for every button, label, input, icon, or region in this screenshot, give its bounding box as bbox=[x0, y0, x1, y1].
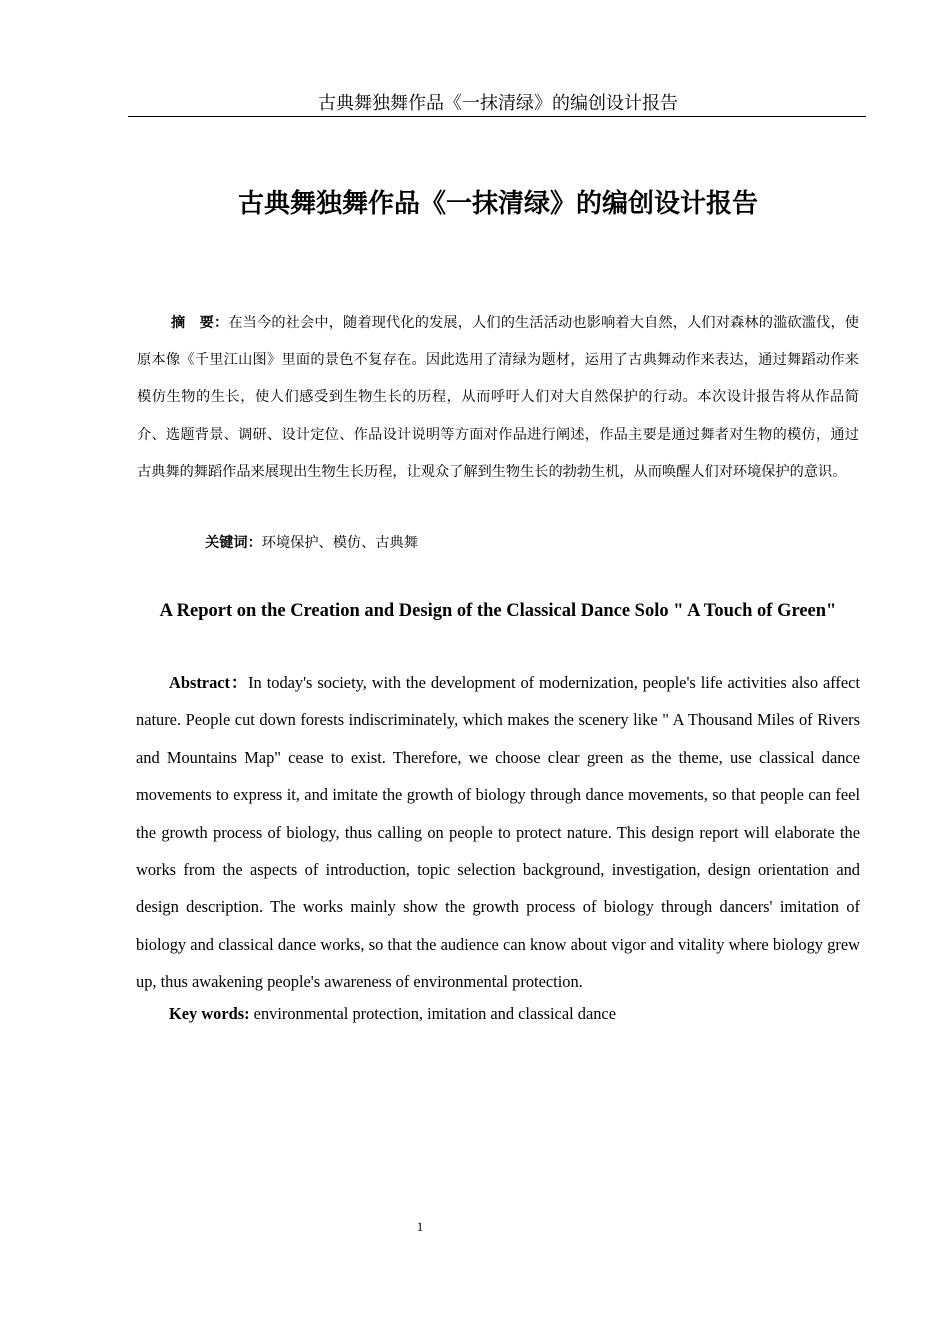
english-keywords bbox=[169, 1001, 859, 1027]
header-divider bbox=[128, 116, 866, 117]
chinese-abstract-text: 在当今的社会中，随着现代化的发展，人们的生活活动也影响着大自然，人们对森林的滥砍滥伐，使原本像《千里江山图》里面的景色不复存在。因此选用了清绿为题材，运用了古典舞动作来表达，通过舞蹈动作来模仿生物的生长，使人们感受到生物生长的历程，从而呼吁人们对大自然保护的行动。本次设计报告将从作品简介、选题背景、调研、设计定位、作品设计说明等方面对作品进行阐述，作品主要是通过舞者对生物的模仿，通过古典舞的舞蹈作品来展现出生物生长历程，让观众了解到生物生长的勃勃生机，从而唤醒人们对环境保护的意识。 bbox=[137, 315, 859, 480]
english-title: A Report on the Creation and Design of the Classical Dance Solo " A Touch of Green" bbox=[159, 601, 837, 621]
chinese-title: 古典舞独舞作品《一抹清绿》的编创设计报告 bbox=[237, 189, 758, 219]
chinese-abstract-label: 摘 要： bbox=[171, 315, 229, 331]
english-abstract-text: In today's society, with the development of modernization, people's life activities also affect nature. People cut down forests indiscriminately, which makes the scenery like " A Thousand Miles of Rivers and Mountains Map" cease to exist. Therefore, we choose clear green as the theme, use classical dance movements to express it, and imitate the growth of biology through dance movements, so that people can feel the growth process of biology, thus calling on people to protect nature. This design report will elaborate the works from the aspects of introduction, topic selection background, investigation, design orientation and design description. The works mainly show the growth process of biology through dancers' imitation of biology and classical dance works, so that the audience can know about vigor and vitality where biology grew up, thus awakening people's awareness of environmental protection. bbox=[136, 673, 860, 992]
english-keywords-text: environmental protection, imitation and classical dance bbox=[249, 1004, 616, 1023]
chinese-keywords-text: 环境保护、模仿、古典舞 bbox=[261, 535, 418, 551]
english-abstract-label: Abstract： bbox=[169, 673, 249, 692]
chinese-keywords-label: 关键词： bbox=[205, 535, 262, 551]
chinese-keywords bbox=[205, 528, 855, 558]
english-keywords-label: Key words: bbox=[169, 1004, 250, 1023]
running-header-title: 古典舞独舞作品《一抹清绿》的编创设计报告 bbox=[318, 93, 678, 114]
page-number: 1 bbox=[416, 1219, 424, 1234]
english-abstract bbox=[136, 664, 860, 1001]
chinese-abstract bbox=[137, 305, 859, 491]
